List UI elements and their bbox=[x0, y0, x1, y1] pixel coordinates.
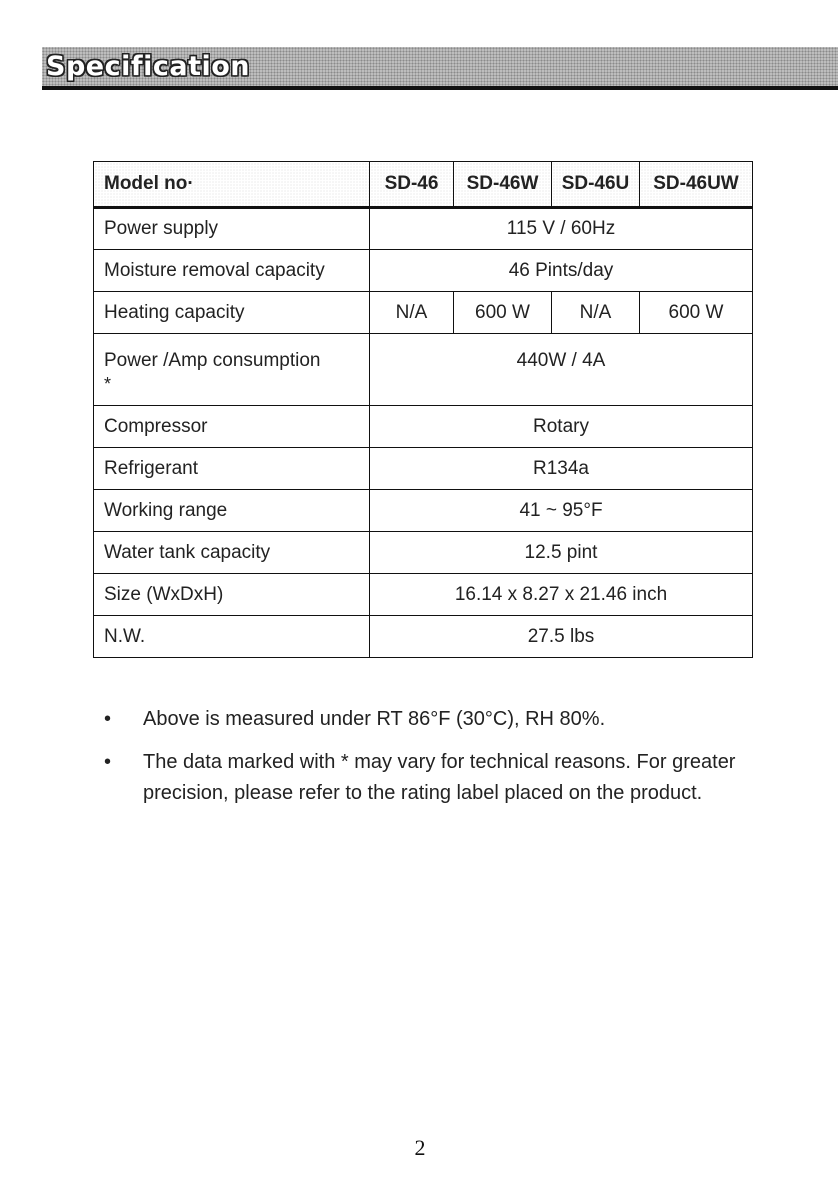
note-text: Above is measured under RT 86°F (30°C), RH 80%. bbox=[143, 708, 606, 730]
model-header: SD-46 bbox=[370, 162, 454, 208]
model-header: SD-46UW bbox=[640, 162, 753, 208]
bullet-icon: • bbox=[104, 708, 112, 730]
table-row bbox=[94, 406, 753, 448]
notes-list bbox=[104, 704, 804, 821]
row-value: 115 V / 60Hz bbox=[370, 208, 753, 250]
model-header: SD-46W bbox=[454, 162, 552, 208]
section-header-rule bbox=[42, 86, 838, 90]
table-row bbox=[94, 616, 753, 658]
page-number: 2 bbox=[414, 1135, 426, 1160]
model-header: SD-46U bbox=[552, 162, 640, 208]
row-value: 16.14 x 8.27 x 21.46 inch bbox=[370, 574, 753, 616]
table-row bbox=[94, 292, 753, 334]
note-text: The data marked with * may vary for technical reasons. For greater precision, please refer to the rating label placed on the product. bbox=[143, 751, 736, 804]
row-label: Refrigerant bbox=[94, 448, 370, 490]
footnote-marker: * bbox=[104, 374, 112, 394]
row-value: N/A bbox=[552, 292, 640, 334]
model-no-header: Model no· bbox=[94, 162, 370, 208]
row-value: 27.5 lbs bbox=[370, 616, 753, 658]
section-title: Specification bbox=[46, 51, 251, 82]
row-label-text: Power /Amp consumption bbox=[104, 350, 321, 371]
row-value: R134a bbox=[370, 448, 753, 490]
table-row bbox=[94, 448, 753, 490]
bullet-icon: • bbox=[104, 751, 112, 773]
row-value: 600 W bbox=[640, 292, 753, 334]
row-value: 12.5 pint bbox=[370, 532, 753, 574]
row-value: N/A bbox=[370, 292, 454, 334]
specification-table bbox=[93, 161, 753, 658]
row-label bbox=[94, 334, 370, 406]
row-value: 41 ~ 95°F bbox=[370, 490, 753, 532]
row-label: Compressor bbox=[94, 406, 370, 448]
row-label: Power supply bbox=[94, 208, 370, 250]
row-value: Rotary bbox=[370, 406, 753, 448]
table-row bbox=[94, 208, 753, 250]
list-item bbox=[104, 704, 804, 735]
row-label: Working range bbox=[94, 490, 370, 532]
table-row bbox=[94, 532, 753, 574]
table-row bbox=[94, 250, 753, 292]
list-item bbox=[104, 747, 804, 809]
row-label: Water tank capacity bbox=[94, 532, 370, 574]
row-label: Size (WxDxH) bbox=[94, 574, 370, 616]
row-value: 46 Pints/day bbox=[370, 250, 753, 292]
table-header-row bbox=[94, 162, 753, 208]
table-row bbox=[94, 490, 753, 532]
row-value: 600 W bbox=[454, 292, 552, 334]
row-label: Moisture removal capacity bbox=[94, 250, 370, 292]
table-row bbox=[94, 334, 753, 406]
row-label: N.W. bbox=[94, 616, 370, 658]
row-label: Heating capacity bbox=[94, 292, 370, 334]
row-value: 440W / 4A bbox=[370, 334, 753, 406]
table-row bbox=[94, 574, 753, 616]
